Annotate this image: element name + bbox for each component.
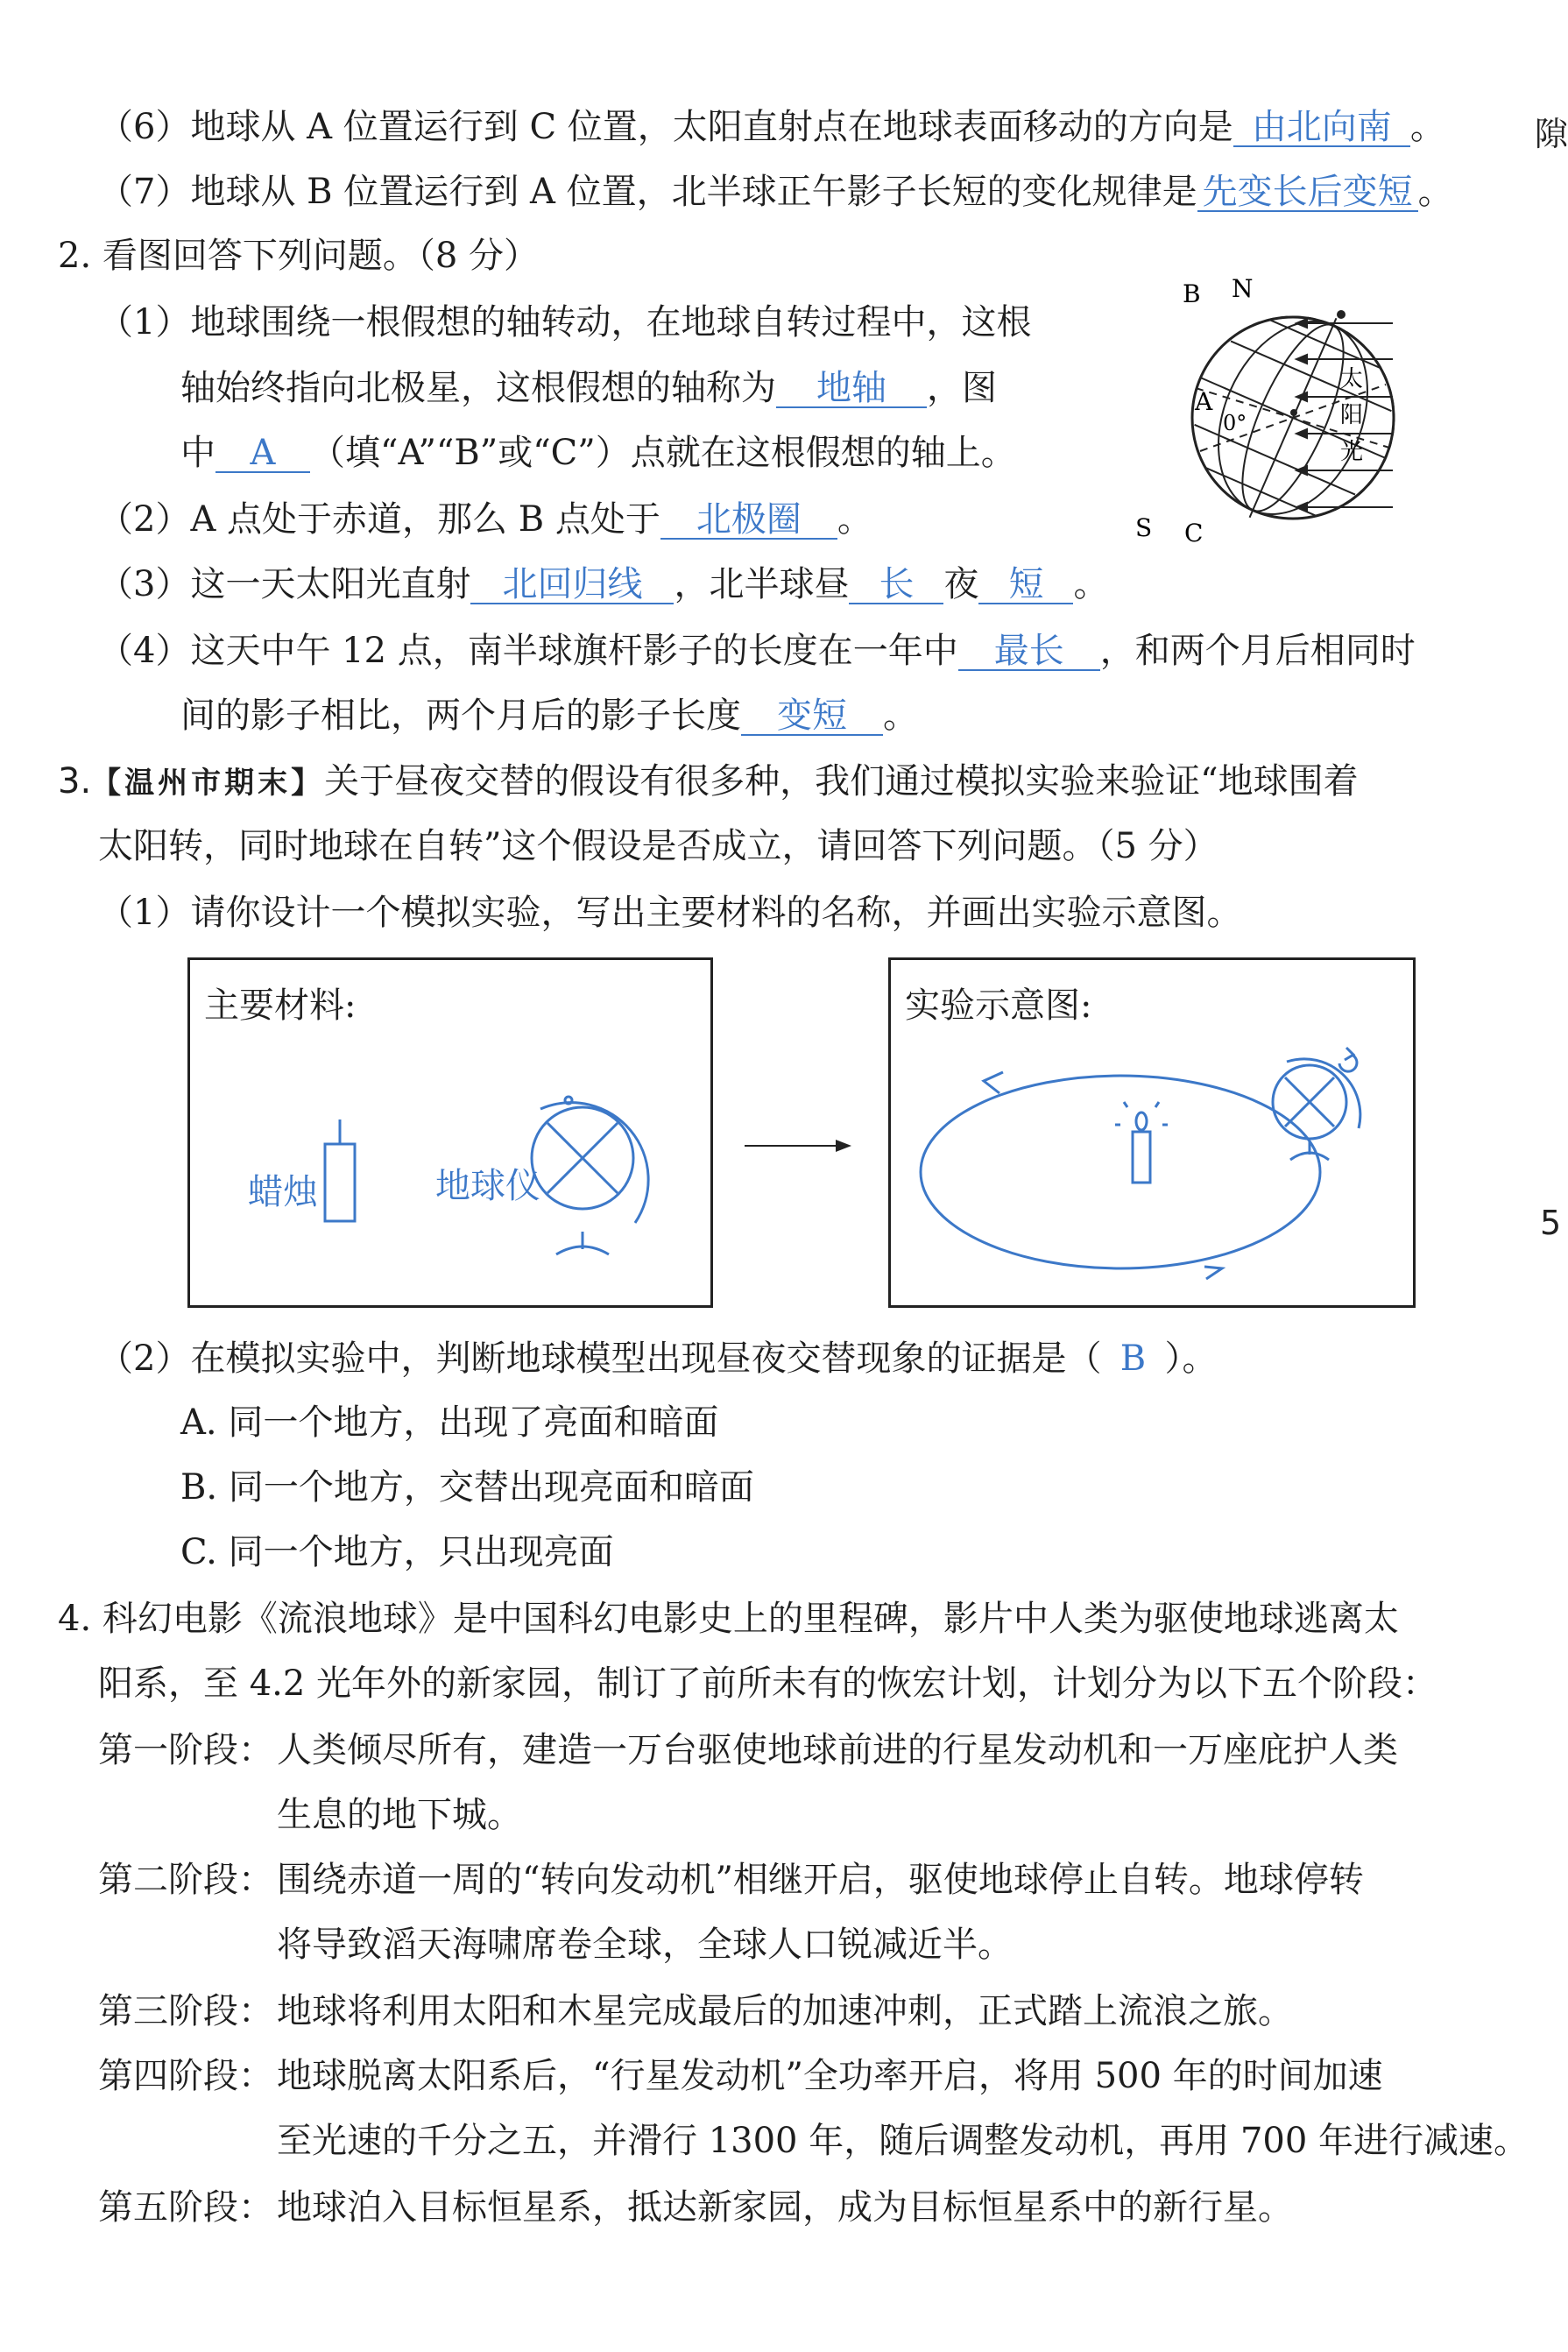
candle-drawing [325,1119,355,1221]
q3-line2: 太阳转，同时地球在自转”这个假设是否成立，请回答下列问题。（5 分） [98,826,1218,866]
globe-label-n: N [1232,274,1254,303]
sun-char-3: 光 [1340,439,1364,465]
q2-p4-line2-text: 间的影子相比，两个月后的影子长度 [180,696,741,736]
q2-p4 [98,632,1416,671]
q2-p1-line3 [180,434,1016,473]
diagram-box [888,957,1416,1308]
q2-p1-line1: （1）地球围绕一根假想的轴转动，在地球自转过程中，这根 [98,302,1032,343]
q3-sub2 [98,1340,1217,1377]
q2-p3-text2: ，北半球昼 [674,564,850,604]
q1-6-answer: 由北向南 [1233,109,1410,147]
orbit-drawing [921,1072,1320,1279]
edge-char-mid: 5 [1540,1204,1562,1242]
diagram-box-title: 实验示意图: [905,985,1092,1026]
q2-p2-text: （2）A 点处于赤道，那么 B 点处于 [98,499,660,540]
q2-p1-line2-text: 轴始终指向北极星，这根假想的轴称为 [180,368,776,408]
q2-p3-text: （3）这一天太阳光直射 [98,564,471,604]
q1-7-suffix: 。 [1417,172,1453,212]
q2-p4-answer1: 最长 [958,632,1100,671]
q2-p1-line2-end: ，图 [927,368,997,408]
q2-p1-line3-text: 中 [180,433,215,473]
q3-line1 [58,761,1359,802]
q4-stage3-line1: 地球将利用太阳和木星完成最后的加速冲刺，正式踏上流浪之旅。 [277,1991,1293,2031]
q2-p4-line2-end: 。 [883,696,918,736]
materials-box [187,957,713,1308]
globe-label-c: C [1184,519,1204,547]
q2-p2-answer: 北极圈 [660,501,837,540]
q4-stage4-line2: 至光速的千分之五，并滑行 1300 年，随后调整发动机，再用 700 年进行减速。 [277,2121,1529,2161]
q3-option-c: C. 同一个地方，只出现亮面 [180,1532,614,1572]
q3-number: 3. [58,761,92,802]
q4-stage3-label: 第三阶段： [98,1991,273,2031]
q3-sub2-answer: B [1119,1338,1147,1379]
q2-p3 [98,566,1108,604]
q1-7-answer: 先变长后变短 [1197,173,1418,212]
q2-p1-answer2: A [215,434,310,473]
q2-p1-line2 [180,370,997,408]
q3-option-a: A. 同一个地方，出现了亮面和暗面 [180,1402,719,1443]
q3-line1-text: 关于昼夜交替的假设有很多种，我们通过模拟实验来验证“地球围着 [324,761,1359,802]
q3-sub2-text: （2）在模拟实验中，判断地球模型出现昼夜交替现象的证据是（ [98,1338,1102,1379]
arrow-right-icon [743,1135,855,1156]
q2-p2 [98,501,872,540]
q4-stage4-label: 第四阶段： [98,2056,273,2096]
q4-stage2-label: 第二阶段： [98,1860,273,1900]
q1-6-text: （6）地球从 A 位置运行到 C 位置，太阳直射点在地球表面移动的方向是 [98,107,1233,147]
candle-label: 蜡烛 [248,1172,318,1212]
q2-title: 2. 看图回答下列问题。（8 分） [58,236,540,276]
globe-figure [1077,276,1410,547]
q1-6-suffix: 。 [1409,107,1445,147]
q3-source-tag: 【温州市期末】 [91,766,325,801]
q2-p3-answer2: 长 [849,566,943,604]
q3-option-b: B. 同一个地方，交替出现亮面和暗面 [180,1467,754,1508]
edge-char-top: 隙 [1535,115,1568,153]
globe-drawing [532,1097,648,1254]
globe-label-b: B [1183,279,1201,308]
q4-stage1-line2: 生息的地下城。 [277,1795,522,1835]
sun-char-1: 太 [1340,366,1364,392]
candle-diagram [1115,1102,1168,1183]
globe-label-s: S [1135,513,1153,542]
experiment-diagram [891,960,1413,1305]
q4-stage1-label: 第一阶段： [98,1730,273,1770]
q2-p4-line2 [180,697,918,736]
globe-angle: 0° [1223,411,1247,435]
q2-p3-answer1: 北回归线 [470,566,674,604]
q2-p3-answer3: 短 [978,566,1073,604]
q2-p2-end: 。 [837,499,872,540]
globe-label: 地球仪 [435,1166,540,1206]
q2-p1-answer1: 地轴 [776,370,927,408]
q2-p1-line3-end: （填“A”“B”或“C”）点就在这根假想的轴上。 [310,433,1016,473]
materials-drawing [190,960,710,1305]
q1-7-text: （7）地球从 B 位置运行到 A 位置，北半球正午影子长短的变化规律是 [98,172,1197,212]
q4-stage2-line2: 将导致滔天海啸席卷全球，全球人口锐减近半。 [277,1925,1013,1965]
q2-p3-text3: 夜 [943,564,979,604]
globe-label-a: A [1195,387,1213,416]
globe [1157,278,1429,557]
q2-p4-text: （4）这天中午 12 点，南半球旗杆影子的长度在一年中 [98,631,958,671]
globe-diagram [1273,1048,1360,1160]
sun-char-2: 阳 [1340,402,1364,428]
materials-box-title: 主要材料: [204,985,357,1026]
q4-line2: 阳系，至 4.2 光年外的新家园，制订了前所未有的恢宏计划，计划分为以下五个阶段： [98,1663,1438,1704]
q1-7 [98,173,1453,212]
q4-line1: 4. 科幻电影《流浪地球》是中国科幻电影史上的里程碑，影片中人类为驱使地球逃离太 [58,1599,1399,1639]
q2-p3-end: 。 [1073,564,1109,604]
q3-sub2-end: ）。 [1164,1338,1218,1379]
q4-stage5-label: 第五阶段： [98,2187,273,2228]
q4-stage4-line1: 地球脱离太阳系后，“行星发动机”全功率开启，将用 500 年的时间加速 [277,2056,1383,2096]
q2-p4-text2: ，和两个月后相同时 [1099,631,1416,671]
q3-sub1: （1）请你设计一个模拟实验，写出主要材料的名称，并画出实验示意图。 [98,893,1242,933]
q4-stage5-line1: 地球泊入目标恒星系，抵达新家园，成为目标恒星系中的新行星。 [277,2187,1293,2228]
q2-p4-answer2: 变短 [741,697,883,736]
q1-6 [98,109,1445,147]
q4-stage1-line1: 人类倾尽所有，建造一万台驱使地球前进的行星发动机和一万座庇护人类 [277,1730,1398,1770]
q4-stage2-line1: 围绕赤道一周的“转向发动机”相继开启，驱使地球停止自转。地球停转 [277,1860,1364,1900]
